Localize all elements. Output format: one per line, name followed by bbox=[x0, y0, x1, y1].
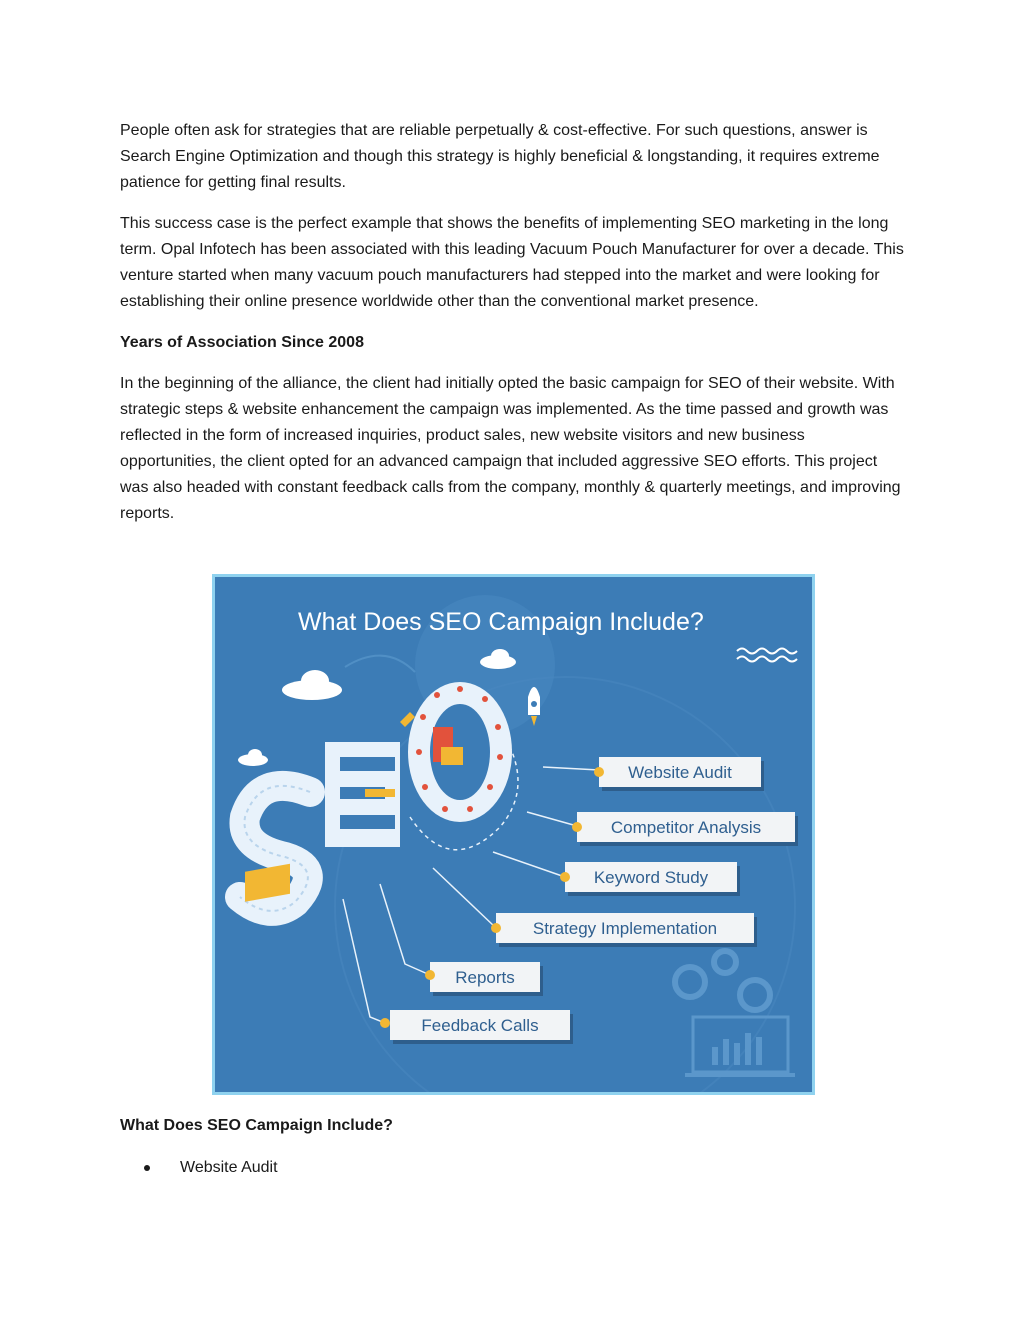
paragraph-intro: People often ask for strategies that are reliable perpetually & cost-effective. For such questions, answer is Search Engine Optimization and though this strategy is highly beneficial & longstanding, it requires extreme patience for getting final results. bbox=[120, 122, 880, 191]
label-strategy-implementation bbox=[491, 913, 757, 947]
seo-campaign-infographic bbox=[212, 574, 815, 1095]
wave-icon bbox=[737, 649, 797, 662]
label-keyword-study-text: Keyword Study bbox=[593, 868, 709, 887]
gear-icon bbox=[675, 951, 770, 1010]
label-website-audit-text: Website Audit bbox=[628, 763, 732, 782]
section-heading-association: Years of Association Since 2008 bbox=[120, 334, 364, 351]
label-competitor-analysis bbox=[572, 812, 798, 846]
section-heading-campaign: What Does SEO Campaign Include? bbox=[120, 1117, 393, 1134]
seo-logo bbox=[240, 682, 512, 911]
paragraph-alliance: In the beginning of the alliance, the client had initially opted the basic campaign for SEO of their website. With strategic steps & website enhancement the campaign was implemented. As the time passed and growth was reflected in the form of increased inquiries, product sales, new website visitors and new business opportunities, the client opted for an advanced campaign that included aggressive SEO efforts. This project was also headed with constant feedback calls from the company, monthly & quarterly meetings, and improving reports. bbox=[120, 375, 901, 522]
campaign-list bbox=[120, 1155, 278, 1181]
list-item-text: Website Audit bbox=[180, 1159, 278, 1176]
rocket-icon bbox=[528, 687, 540, 726]
bullet-icon bbox=[144, 1165, 150, 1171]
label-feedback-calls-text: Feedback Calls bbox=[421, 1016, 539, 1035]
paragraph-success-case: This success case is the perfect example that shows the benefits of implementing SEO marketing in the long term. Opal Infotech has been associated with this leading Vacuum Pouch Manufacturer for over a decade. This venture started when many vacuum pouch manufacturers had stepped into the market and were looking for establishing their online presence worldwide other than the conventional market presence. bbox=[120, 215, 904, 310]
document-body bbox=[120, 118, 905, 542]
label-website-audit bbox=[594, 757, 764, 791]
label-feedback-calls bbox=[380, 1010, 573, 1044]
label-reports bbox=[425, 962, 543, 996]
list-item bbox=[120, 1155, 278, 1181]
label-keyword-study bbox=[560, 862, 740, 896]
label-reports-text: Reports bbox=[455, 968, 515, 987]
bar-chart-icon bbox=[685, 1017, 795, 1077]
figure-title: What Does SEO Campaign Include? bbox=[298, 608, 704, 636]
label-competitor-analysis-text: Competitor Analysis bbox=[610, 818, 762, 837]
label-strategy-implementation-text: Strategy Implementation bbox=[532, 919, 718, 938]
